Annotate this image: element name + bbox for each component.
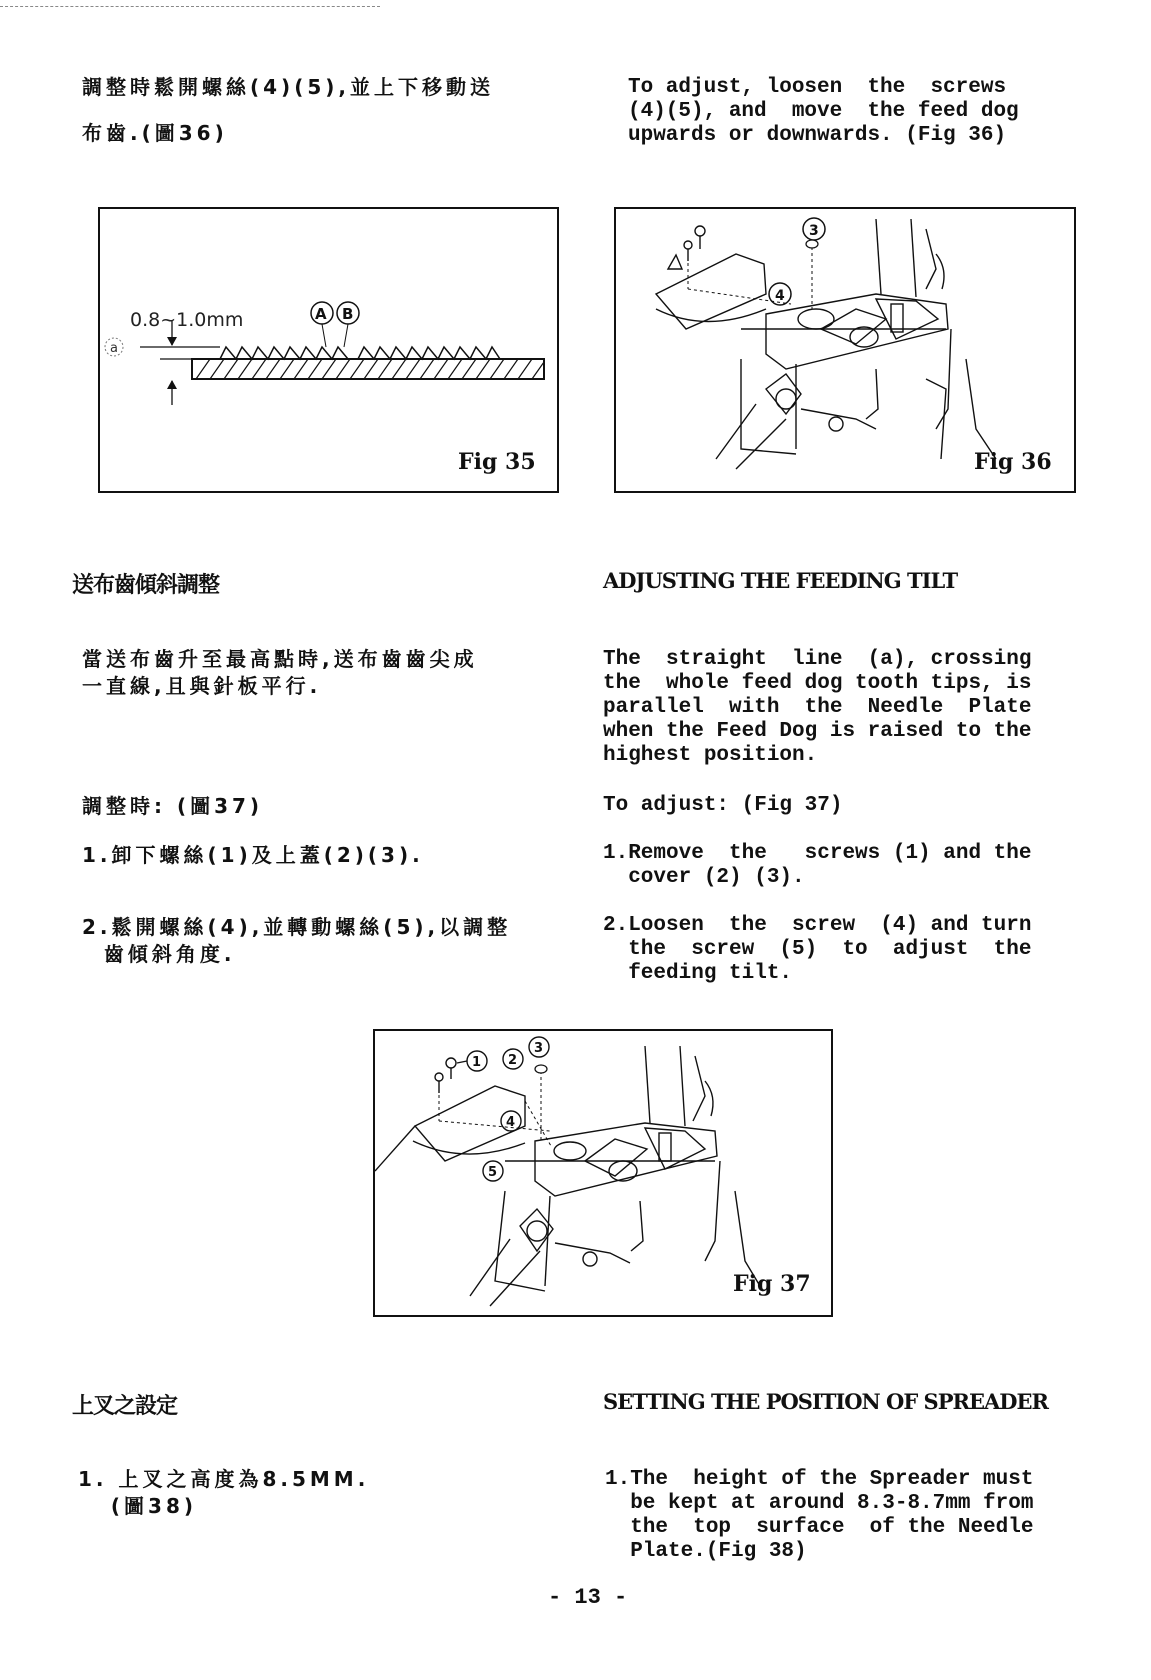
fig37-callout-1: 1 (472, 1055, 482, 1070)
fig37-callout-3: 3 (534, 1041, 544, 1056)
fig37-label: Fig 37 (733, 1271, 811, 1297)
fig36-callout-3: 3 (809, 223, 819, 239)
fig35-dimension: 0.8~1.0mm (130, 309, 244, 331)
section2-heading-zh: 送布齒傾斜調整 (72, 573, 220, 598)
fig36-diagram (614, 207, 1076, 493)
fig35-label: Fig 35 (458, 449, 536, 475)
scan-edge-line (0, 6, 380, 7)
section3-heading-en: SETTING THE POSITION OF SPREADER (603, 1389, 1048, 1414)
fig37-diagram (373, 1029, 833, 1317)
section1-zh-line2: 布齒.(圖36) (82, 121, 228, 145)
section2-intro-zh: 當送布齒升至最高點時,送布齒齒尖成 一直線,且與針板平行. (82, 647, 478, 698)
section2-step2-zh: 2.鬆開螺絲(4),並轉動螺絲(5),以調整 齒傾斜角度. (82, 915, 512, 966)
section3-heading-zh: 上叉之設定 (72, 1394, 178, 1419)
fig37-callout-2: 2 (508, 1053, 518, 1068)
section1-zh-line1: 調整時鬆開螺絲(4)(5),並上下移動送 (82, 75, 494, 99)
marker-B: B (342, 305, 354, 323)
marker-a: a (110, 341, 118, 356)
section3-step1-zh: 1. 上叉之高度為8.5MM. (圖38) (78, 1467, 370, 1518)
section2-heading-en: ADJUSTING THE FEEDING TILT (603, 568, 958, 593)
marker-A: A (315, 305, 327, 323)
fig36-label: Fig 36 (974, 449, 1052, 475)
fig37-callout-4: 4 (506, 1115, 516, 1130)
section3-step1-en: 1.The height of the Spreader must be kept at around 8.3-8.7mm from the top surface of the Needle Plate.(Fig 38) (605, 1468, 1034, 1563)
section2-step2-en: 2.Loosen the screw (4) and turn the screw (5) to adjust the feeding tilt. (603, 914, 1032, 985)
section2-intro-en: The straight line (a), crossing the whole feed dog tooth tips, is parallel with the Needle Plate when the Feed Dog is raised to the highest position. (603, 648, 1032, 767)
section2-adjust-zh: 調整時: (圖37) (82, 794, 264, 818)
fig36-callout-4: 4 (775, 288, 785, 304)
page-number: - 13 - (548, 1585, 628, 1610)
fig35-diagram (98, 207, 559, 493)
section1-en-text: To adjust, loosen the screws (4)(5), and move the feed dog upwards or downwards. (Fig 36) (628, 76, 1019, 147)
section2-adjust-en: To adjust: (Fig 37) (603, 794, 843, 817)
fig37-callout-5: 5 (488, 1165, 498, 1180)
section2-step1-zh: 1.卸下螺絲(1)及上蓋(2)(3). (82, 843, 424, 867)
section2-step1-en: 1.Remove the screws (1) and the cover (2) (3). (603, 842, 1032, 889)
